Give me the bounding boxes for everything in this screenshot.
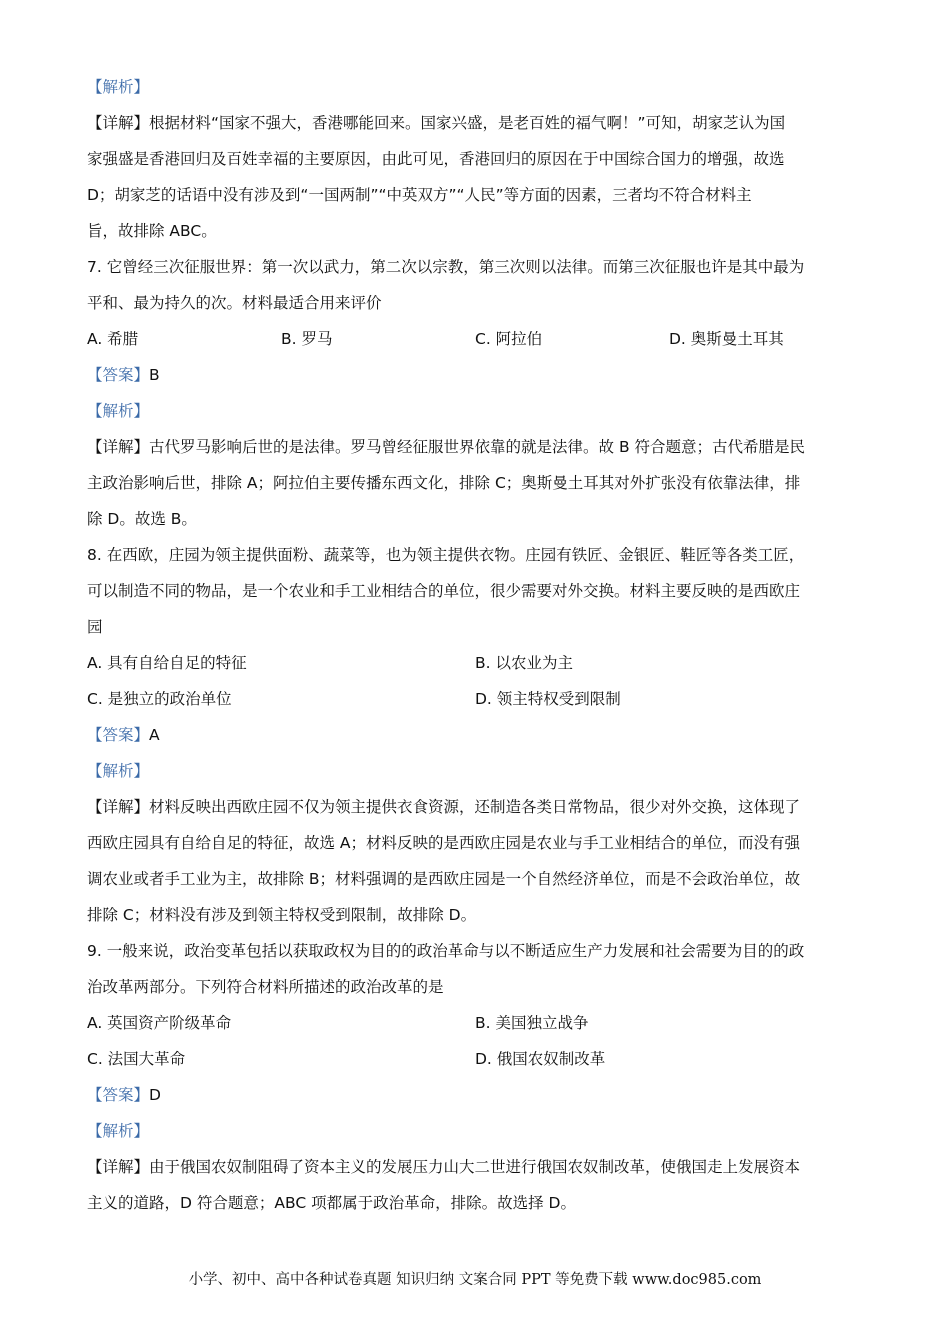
q7-stem-line-1: 7. 它曾经三次征服世界：第一次以武力，第二次以宗教，第三次则以法律。而第三次征服也许是其中最为 bbox=[87, 258, 805, 276]
q8-stem-line-1: 8. 在西欧，庄园为领主提供面粉、蔬菜等，也为领主提供衣物。庄园有铁匠、金银匠、鞋匠等各类工匠， bbox=[87, 546, 805, 564]
q9-option-a: A. 英国资产阶级革命 bbox=[87, 1014, 232, 1032]
q7-option-a: A. 希腊 bbox=[87, 330, 139, 348]
q6-analysis-tag: 【解析】 bbox=[87, 78, 150, 96]
q8-detail-line-2: 西欧庄园具有自给自足的特征，故选 A；材料反映的是西欧庄园是农业与手工业相结合的单位，而没有强 bbox=[87, 834, 801, 852]
q8-option-b: B. 以农业为主 bbox=[475, 654, 573, 672]
q8-detail-line-4: 排除 C；材料没有涉及到领主特权受到限制，故排除 D。 bbox=[87, 906, 477, 924]
q6-detail-tag: 【详解】 bbox=[87, 114, 150, 132]
q7-detail-tag: 【详解】 bbox=[87, 438, 150, 456]
q7-option-d: D. 奥斯曼土耳其 bbox=[669, 330, 784, 348]
q9-detail-line-2: 主义的道路，D 符合题意；ABC 项都属于政治革命，排除。故选择 D。 bbox=[87, 1194, 576, 1212]
q7-answer-tag: 【答案】 bbox=[87, 366, 150, 384]
q7-option-c: C. 阿拉伯 bbox=[475, 330, 543, 348]
q7-option-b: B. 罗马 bbox=[281, 330, 333, 348]
q8-stem-line-3: 园 bbox=[87, 618, 103, 636]
q8-detail-tag: 【详解】 bbox=[87, 798, 150, 816]
q8-answer-tag: 【答案】 bbox=[87, 726, 150, 744]
q7-detail-line-2: 主政治影响后世，排除 A；阿拉伯主要传播东西文化，排除 C；奥斯曼土耳其对外扩张没有依靠法律，排 bbox=[87, 474, 801, 492]
q9-detail-line-1: 【详解】由于俄国农奴制阻碍了资本主义的发展压力山大二世进行俄国农奴制改革，使俄国走上发展资本 bbox=[87, 1158, 801, 1176]
q8-analysis-tag: 【解析】 bbox=[87, 762, 150, 780]
q6-detail-line-1: 【详解】根据材料“国家不强大，香港哪能回来。国家兴盛，是老百姓的福气啊！”可知，胡家芝认为国 bbox=[87, 114, 786, 132]
q8-detail-line-1: 【详解】材料反映出西欧庄园不仅为领主提供衣食资源，还制造各类日常物品，很少对外交换，这体现了 bbox=[87, 798, 801, 816]
q8-option-d: D. 领主特权受到限制 bbox=[475, 690, 621, 708]
q8-answer-value: A bbox=[149, 726, 160, 744]
q9-detail-tag: 【详解】 bbox=[87, 1158, 150, 1176]
q7-answer-value: B bbox=[149, 366, 160, 384]
q8-detail-line-3: 调农业或者手工业为主，故排除 B；材料强调的是西欧庄园是一个自然经济单位，而是不会政治单位，故 bbox=[87, 870, 801, 888]
page-footer: 小学、初中、高中各种试卷真题 知识归纳 文案合同 PPT 等免费下载 www.doc985.com bbox=[188, 1272, 762, 1288]
q7-stem-line-2: 平和、最为持久的次。材料最适合用来评价 bbox=[87, 294, 382, 312]
q9-answer bbox=[87, 1085, 161, 1105]
q6-detail-line-4: 旨，故排除 ABC。 bbox=[87, 222, 217, 240]
q7-detail-line-3: 除 D。故选 B。 bbox=[87, 510, 197, 528]
q9-option-c: C. 法国大革命 bbox=[87, 1050, 186, 1068]
q6-detail-line-2: 家强盛是香港回归及百姓幸福的主要原因，由此可见，香港回归的原因在于中国综合国力的增强，故选 bbox=[87, 150, 785, 168]
q9-answer-tag: 【答案】 bbox=[87, 1086, 150, 1104]
q9-option-b: B. 美国独立战争 bbox=[475, 1014, 589, 1032]
q7-analysis-tag: 【解析】 bbox=[87, 402, 150, 420]
q8-option-c: C. 是独立的政治单位 bbox=[87, 690, 232, 708]
q8-option-a: A. 具有自给自足的特征 bbox=[87, 654, 247, 672]
q9-stem-line-2: 治改革两部分。下列符合材料所描述的政治改革的是 bbox=[87, 978, 444, 996]
q7-answer bbox=[87, 365, 160, 385]
q9-stem-line-1: 9. 一般来说，政治变革包括以获取政权为目的的政治革命与以不断适应生产力发展和社会需要为目的的政 bbox=[87, 942, 805, 960]
q8-answer bbox=[87, 725, 160, 745]
q7-detail-line-1: 【详解】古代罗马影响后世的是法律。罗马曾经征服世界依靠的就是法律。故 B 符合题意；古代希腊是民 bbox=[87, 438, 806, 456]
q6-detail-line-3: D；胡家芝的话语中没有涉及到“一国两制”“中英双方”“人民”等方面的因素，三者均不符合材料主 bbox=[87, 186, 752, 204]
q9-answer-value: D bbox=[149, 1086, 161, 1104]
q8-stem-line-2: 可以制造不同的物品，是一个农业和手工业相结合的单位，很少需要对外交换。材料主要反映的是西欧庄 bbox=[87, 582, 801, 600]
q9-option-d: D. 俄国农奴制改革 bbox=[475, 1050, 606, 1068]
q9-analysis-tag: 【解析】 bbox=[87, 1122, 150, 1140]
